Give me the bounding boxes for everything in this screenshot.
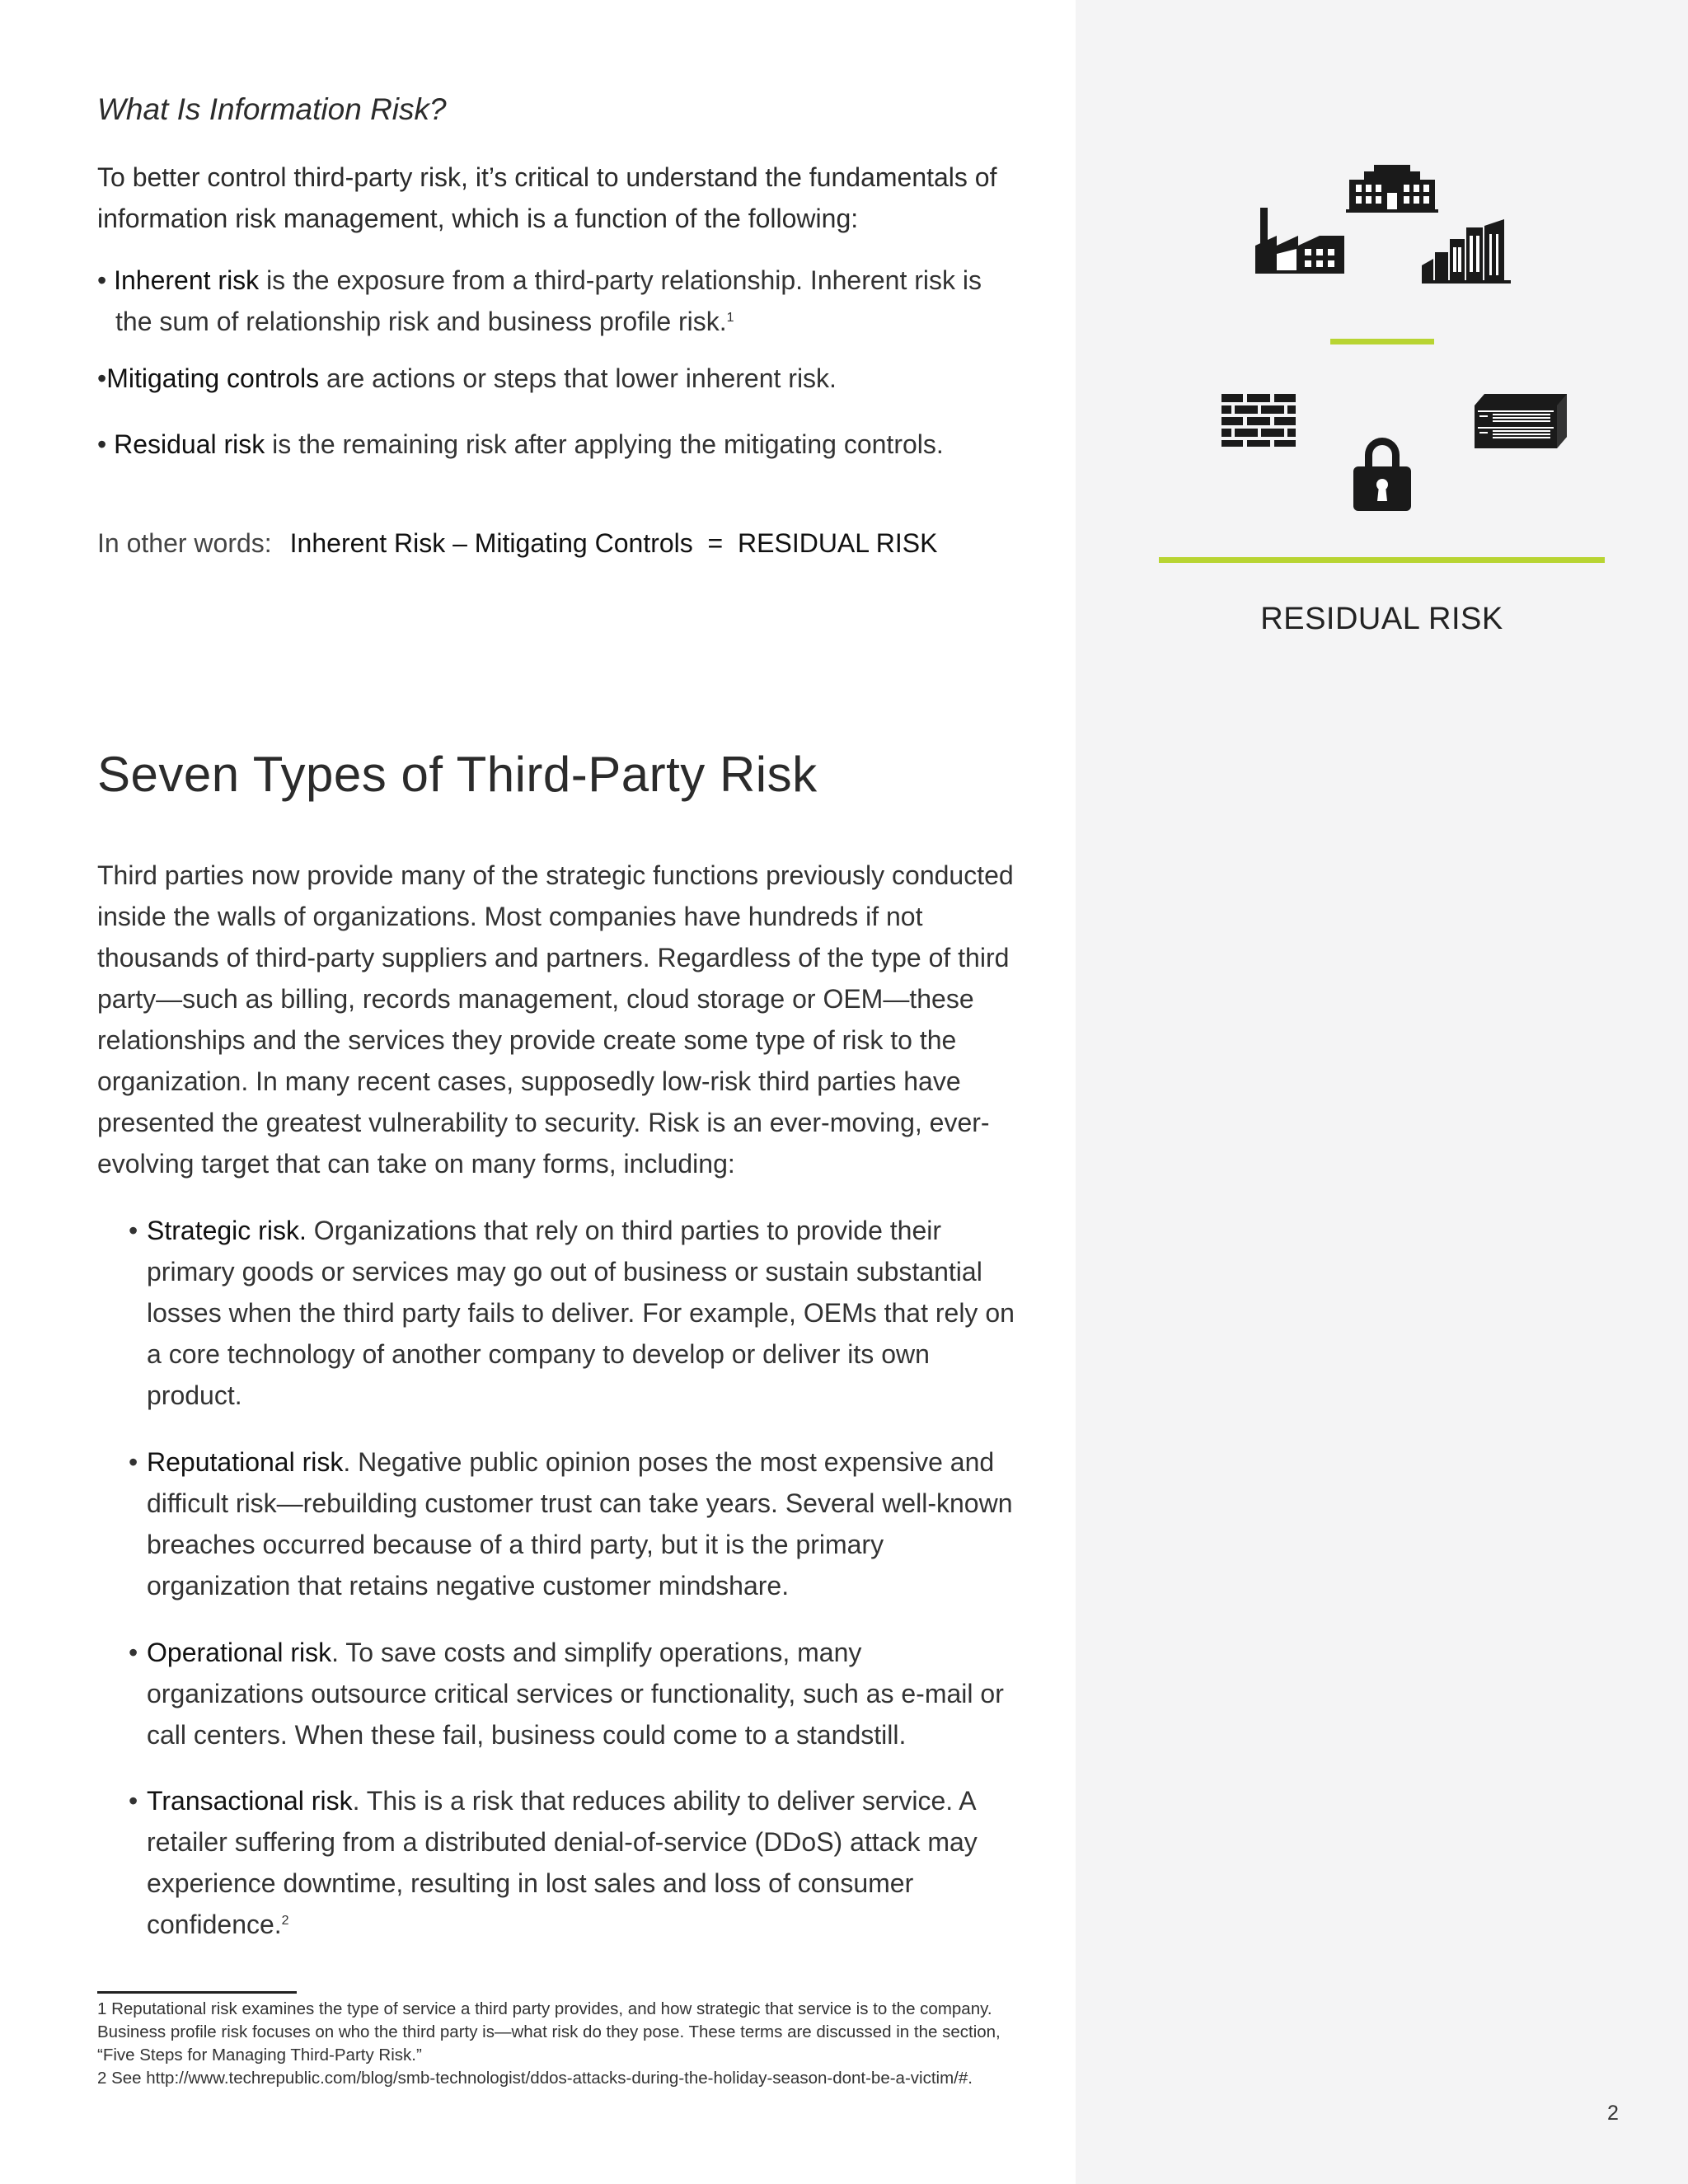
risk-formula xyxy=(97,523,937,564)
footnote-ref: 2 xyxy=(281,1914,289,1928)
city-buildings-icon xyxy=(1422,219,1511,284)
bullet-term: Residual risk xyxy=(114,429,265,459)
bullet-text: are actions or steps that lower inherent risk. xyxy=(319,363,837,393)
risk-item-strategic: • Strategic risk. Organizations that rely on third parties to provide their primary goods or services may go out of business or sustain substantial losses when the third party fails to deliver. For example, OEMs that rely on a core technology of another company to develop or deliver its own product. xyxy=(129,1216,1015,1410)
formula-label: In other words: xyxy=(97,528,272,558)
bullet-text-cont: the sum of relationship risk and business profile risk. xyxy=(115,307,727,336)
page-number: 2 xyxy=(1607,2102,1619,2125)
bullet-text: is the exposure from a third-party relationship. Inherent risk is xyxy=(259,265,982,295)
risk-term: Reputational risk xyxy=(147,1447,344,1477)
risk-text: . Negative public opinion poses the most expensive and difficult risk—rebuilding customer trust can take years. Several well-known breaches occurred because of a third party, but it is the primary organization that retains negative customer mindshare. xyxy=(147,1447,1013,1601)
intro-paragraph: To better control third-party risk, it’s critical to understand the fundamentals of information risk management, which is a function of the following: xyxy=(97,162,997,233)
risk-text: . This is a risk that reduces ability to deliver service. A retailer suffering from a distributed denial-of-service (DDoS) attack may experience downtime, resulting in lost sales and loss of consumer confidence. xyxy=(147,1786,978,1939)
firewall-icon xyxy=(1221,394,1296,447)
office-building-icon xyxy=(1346,165,1438,213)
risk-term: Transactional risk xyxy=(147,1786,353,1816)
page-title: Seven Types of Third-Party Risk xyxy=(97,747,818,802)
section-subheading: What Is Information Risk? xyxy=(97,92,447,126)
footnote-2: 2 See http://www.techrepublic.com/blog/smb-technologist/ddos-attacks-during-the-holiday-season-dont-be-a-victim/#. xyxy=(97,2069,973,2088)
bullet-text: is the remaining risk after applying the mitigating controls. xyxy=(265,429,944,459)
accent-bar-short xyxy=(1330,339,1434,344)
bullet-residual-risk: • Residual risk is the remaining risk after applying the mitigating controls. xyxy=(97,429,944,459)
accent-bar-long xyxy=(1159,557,1605,563)
illustration-caption: RESIDUAL RISK xyxy=(1260,602,1503,636)
risk-term: Strategic risk. xyxy=(147,1216,307,1245)
factory-icon xyxy=(1255,208,1344,274)
padlock-icon xyxy=(1353,435,1411,511)
risk-item-transactional: • Transactional risk. This is a risk that reduces ability to deliver service. A retailer suffering from a distributed denial-of-service (DDoS) attack may experience downtime, resulting in lost sales and loss of consumer confidence.$^2$ xyxy=(129,1786,978,1939)
bullet-term: Mitigating controls xyxy=(106,363,320,393)
risk-item-reputational: • Reputational risk. Negative public opinion poses the most expensive and difficult risk—rebuilding customer trust can take years. Several well-known breaches occurred because of a third party, but it is the primary organization that retains negative customer mindshare. xyxy=(129,1447,1013,1601)
risk-text: . To save costs and simplify operations, many organizations outsource critical services or functionality, such as e-mail or call centers. When these fail, business could come to a standstill. xyxy=(147,1638,1004,1750)
risk-text: Organizations that rely on third parties to provide their primary goods or services may go out of business or sustain substantial losses when the third party fails to deliver. For example, OEMs that rely on a core technology of another company to develop or deliver its own product. xyxy=(147,1216,1015,1410)
risk-term: Operational risk xyxy=(147,1638,332,1667)
bullet-term: Inherent risk xyxy=(114,265,260,295)
risk-item-operational: • Operational risk. To save costs and simplify operations, many organizations outsource critical services or functionality, such as e-mail or call centers. When these fail, business could come to a standstill. xyxy=(129,1638,1004,1750)
network-switch-icon xyxy=(1475,394,1567,448)
footnote-divider xyxy=(97,1991,297,1994)
sidebar-panel xyxy=(1076,0,1688,2184)
bullet-mitigating-controls: •Mitigating controls are actions or steps that lower inherent risk. xyxy=(97,363,837,393)
main-paragraph: Third parties now provide many of the strategic functions previously conducted inside the walls of organizations. Most companies have hundreds if not thousands of third-party suppliers and partners. Regardless of the type of third party—such as billing, records management, cloud storage or OEM—these relationships and the services they provide create some type of risk to the organization. In many recent cases, supposedly low-risk third parties have presented the greatest vulnerability to security. Risk is an ever-moving, ever-evolving target that can take on many forms, including: xyxy=(97,860,1014,1179)
footnote-ref: 1 xyxy=(726,311,734,325)
formula-equation: Inherent Risk – Mitigating Controls = RESIDUAL RISK xyxy=(289,528,938,558)
bullet-inherent-risk: • Inherent risk is the exposure from a third-party relationship. Inherent risk is the sum of relationship risk and business profile risk.$^1$ xyxy=(97,265,982,336)
footnote-1: 1 Reputational risk examines the type of service a third party provides, and how strategic that service is to the company. Business profile risk focuses on who the third party is—what risk do they pose. These terms are discussed in the section, “Five Steps for Managing Third-Party Risk.” xyxy=(97,1999,1001,2064)
